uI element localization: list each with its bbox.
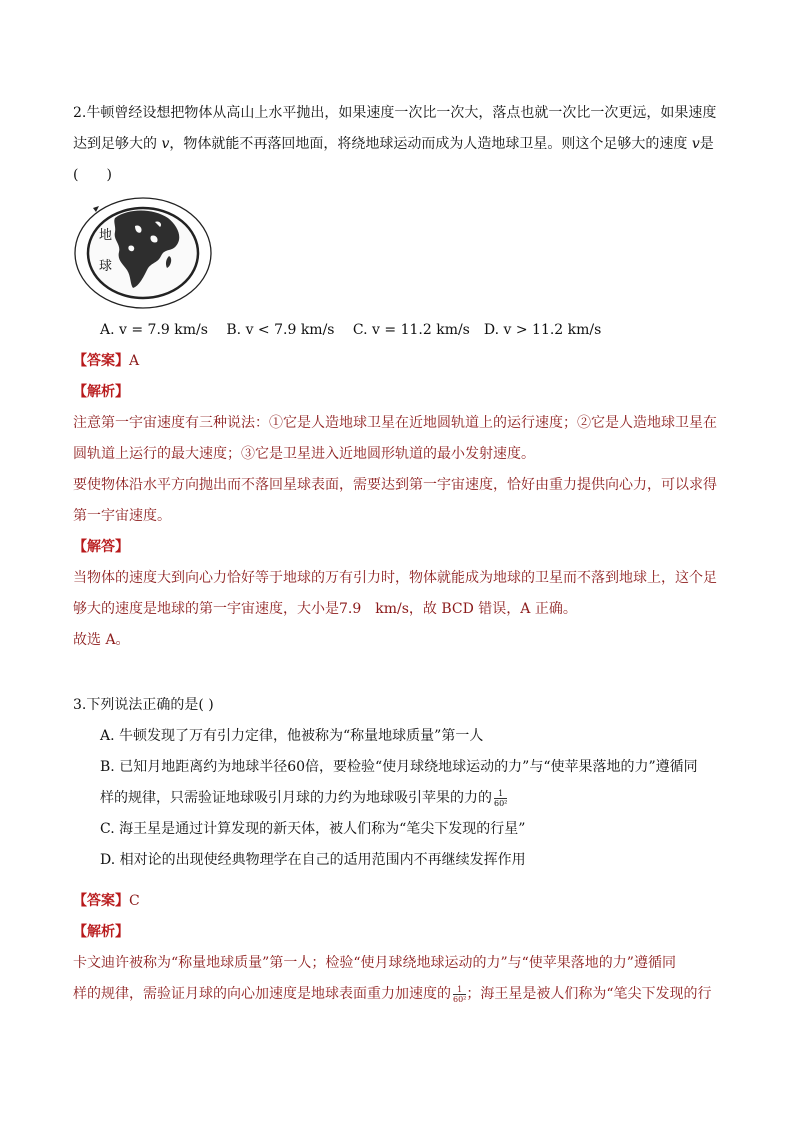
- q3-option-b-line-2: [73, 783, 734, 814]
- answer-value: A: [129, 353, 140, 369]
- fraction-denominator: 60²: [494, 798, 508, 808]
- q2-answer-section: [73, 346, 734, 656]
- q2-options: [100, 315, 734, 346]
- q2-stem-line-2: [73, 129, 734, 160]
- fraction-denominator: 60²: [453, 994, 467, 1004]
- analysis-tag: 【解析】: [73, 384, 129, 400]
- solution-tag: 【解答】: [73, 539, 129, 555]
- analysis-tag: 【解析】: [73, 924, 129, 940]
- q2-stem-line-3: ( ): [73, 167, 112, 183]
- fraction-numerator: 1: [457, 984, 463, 994]
- q3-analysis-line-2: [73, 979, 734, 1010]
- q3-option-c: C. 海王星是通过计算发现的新天体，被人们称为“笔尖下发现的行星”: [100, 821, 526, 837]
- fraction-numerator: 1: [498, 788, 504, 798]
- q3-analysis-line-1: 卡文迪许被称为“称量地球质量”第一人；检验“使月球绕地球运动的力”与“使苹果落地的力”遵循同: [73, 955, 676, 971]
- q2-analysis-line-3: 要使物体沿水平方向抛出而不落回星球表面，需要达到第一宇宙速度，恰好由重力提供向心力，可以求得: [73, 477, 717, 493]
- q2-solution-line-3: 故选 A。: [73, 632, 130, 648]
- figure-label-qiu: 球: [99, 259, 113, 274]
- answer-value: C: [129, 893, 140, 909]
- q2-analysis-line-2: 圆轨道上运行的最大速度；③它是卫星进入近地圆形轨道的最小发射速度。: [73, 446, 535, 462]
- q3-option-a: A. 牛顿发现了万有引力定律，他被称为“称量地球质量”第一人: [100, 728, 484, 744]
- q2-answer: [73, 346, 734, 377]
- q3-stem: 3.下列说法正确的是( ): [73, 697, 214, 713]
- q3-option-d: D. 相对论的出现使经典物理学在自己的适用范围内不再继续发挥作用: [100, 852, 526, 868]
- q3-answer: [73, 886, 734, 917]
- question-2-stem: [73, 98, 734, 191]
- q2-options-line: A. v = 7.9 km/s B. v < 7.9 km/s C. v = 11.2 km/s D. v > 11.2 km/s: [100, 322, 602, 338]
- q3-analysis-line-2-post: ；海王星是被人们称为“笔尖下发现的行: [466, 986, 712, 1002]
- q3-analysis-line-2-pre: 样的规律，需验证月球的向心加速度是地球表面重力加速度的: [73, 986, 451, 1002]
- q2-stem-line-2-mid: ，物体就能不再落回地面，将绕地球运动而成为人造地球卫星。则这个足够大的速度: [169, 136, 692, 152]
- q2-analysis-line-4: 第一宇宙速度。: [73, 508, 171, 524]
- q2-solution-line-1: 当物体的速度大到向心力恰好等于地球的万有引力时，物体就能成为地球的卫星而不落到地球上，这个足: [73, 570, 717, 586]
- fraction-one-over-sixty-squared: [453, 985, 466, 1004]
- q2-stem-line-1: 2.牛顿曾经设想把物体从高山上水平抛出，如果速度一次比一次大，落点也就一次比一次更远，如果速度: [73, 105, 717, 121]
- q3-option-b-line-1: B. 已知月地距离约为地球半径60倍，要检验“使月球绕地球运动的力”与“使苹果落地的力”遵循同: [100, 759, 698, 775]
- figure-label-di: 地: [99, 228, 113, 243]
- answer-tag: 【答案】: [73, 353, 129, 369]
- velocity-symbol: v: [691, 136, 700, 152]
- q3-option-b-text: 样的规律，只需验证地球吸引月球的力约为地球吸引苹果的力的: [100, 790, 492, 806]
- question-3: [73, 690, 734, 876]
- q2-stem-line-2-post: 是: [699, 136, 714, 152]
- q2-solution-line-2: 够大的速度是地球的第一宇宙速度，大小是7.9 km/s，故 BCD 错误，A 正确。: [73, 601, 577, 617]
- q2-analysis-line-1: 注意第一宇宙速度有三种说法：①它是人造地球卫星在近地圆轨道上的运行速度；②它是人造地球卫星在: [73, 415, 717, 431]
- velocity-symbol: v: [161, 136, 170, 152]
- q3-answer-section: [73, 886, 734, 1010]
- answer-tag: 【答案】: [73, 893, 129, 909]
- q2-stem-line-2-pre: 达到足够大的: [73, 136, 162, 152]
- earth-orbit-figure: [73, 196, 213, 311]
- fraction-one-over-sixty-squared: [494, 789, 507, 808]
